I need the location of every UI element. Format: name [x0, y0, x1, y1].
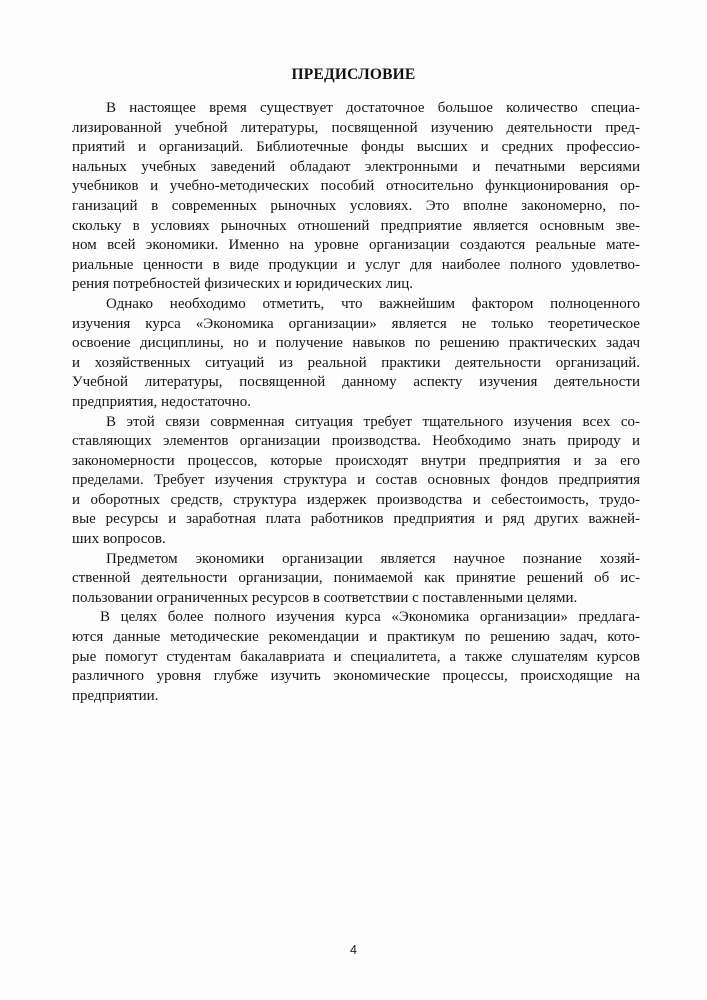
text-line: ются данные методические рекомендации и практикум по решению задач, кото- — [72, 629, 640, 646]
text-line: ном всей экономики. Именно на уровне организации создаются реальные мате- — [72, 237, 641, 254]
paragraph-5 — [72, 608, 640, 706]
text-line: различного уровня глубже изучить экономические процессы, происходящие на — [72, 668, 640, 685]
text-line: ганизаций в современных рыночных условиях. Это вполне закономерно, по- — [72, 197, 641, 214]
page-title: ПРЕДИСЛОВИЕ — [291, 66, 416, 83]
text-line: освоение дисциплины, но и получение навыков по решению практических задач — [72, 335, 640, 352]
text-line: лизированной учебной литературы, посвященной изучению деятельности пред- — [72, 119, 640, 136]
text-line: предприятии. — [72, 687, 159, 704]
page-number: 4 — [350, 943, 357, 957]
paragraph-2 — [72, 295, 640, 413]
text-line: ственной деятельности организации, понимаемой как принятие решений об ис- — [72, 570, 640, 587]
paragraph-1 — [72, 99, 640, 295]
text-line: нальных учебных заведений обладают электронными и печатными версиями — [72, 158, 641, 175]
text-line: изучения курса «Экономика организации» является не только теоретическое — [72, 315, 640, 332]
text-line: В настоящее время существует достаточное большое количество специа- — [106, 100, 640, 116]
text-line: скольку в условиях рыночных отношений предприятие является основным зве- — [72, 217, 641, 234]
text-line: пользовании ограниченных ресурсов в соответствии с поставленными целями. — [72, 589, 578, 606]
text-line: рения потребностей физических и юридических лиц. — [72, 276, 414, 293]
paragraph-4 — [72, 550, 640, 609]
text-line: учебников и учебно-методических пособий относительно функционирования ор- — [72, 178, 641, 195]
text-line: приятий и организаций. Библиотечные фонды высших и средних профессио- — [72, 139, 640, 156]
text-line: В целях более полного изучения курса «Экономика организации» предлага- — [100, 609, 641, 626]
paragraph-3 — [72, 413, 640, 550]
text-line: риальные ценности в виде продукции и услуг для наиболее полного удовлетво- — [72, 256, 640, 273]
text-line: В этой связи соврменная ситуация требует тщательного изучения всех со- — [106, 413, 640, 430]
text-line: ших вопросов. — [72, 531, 166, 548]
text-line: и хозяйственных ситуаций из реальной практики деятельности организаций. — [72, 354, 641, 371]
text-line: ставляющих элементов организации производства. Необходимо знать природу и — [72, 433, 640, 450]
text-line: рые помогут студентам бакалавриата и специалитета, а также слушателям курсов — [72, 648, 640, 665]
text-line: предприятия, недостаточно. — [72, 393, 252, 410]
text-line: и оборотных средств, структура издержек производства и себестоимость, трудо- — [72, 491, 641, 508]
text-line: вые ресурсы и заработная плата работников предприятия и ряд других важней- — [72, 511, 641, 528]
text-line: Предметом экономики организации является научное познание хозяй- — [106, 550, 640, 567]
preface-body — [72, 99, 640, 706]
text-line: пределами. Требует изучения структура и состав основных фондов предприятия — [72, 472, 641, 489]
text-line: закономерности процессов, которые происходят внутри предприятия и за его — [72, 452, 641, 469]
text-line: Учебной литературы, посвященной данному аспекту изучения деятельности — [72, 374, 640, 391]
text-line: Однако необходимо отметить, что важнейшим фактором полноценного — [106, 295, 641, 312]
